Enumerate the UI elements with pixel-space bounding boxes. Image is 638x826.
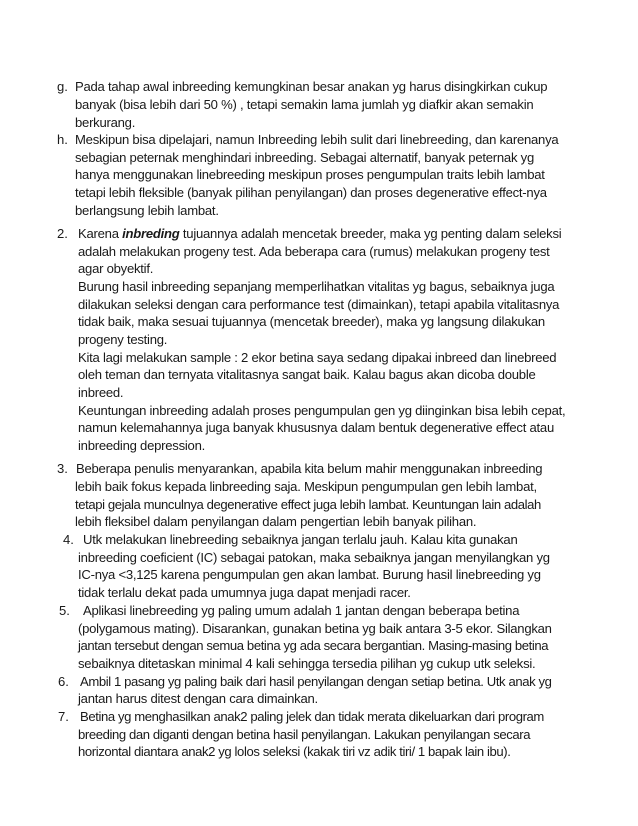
list-item-line: namun kelemahannya juga banyak khususnya dalam bentuk degenerative effect atau	[78, 420, 554, 435]
list-item-line: breeding dan diganti dengan betina hasil penyilangan. Lakukan penyilangan secara	[78, 727, 531, 742]
list-item-line: inbreeding coeficient (IC) sebagai patokan, maka sebaiknya jangan menyilangkan yg	[78, 550, 550, 565]
list-item-line: tetapi lebih fleksible (banyak pilihan penyilangan) dan proses degenerative effect-nya	[75, 185, 547, 200]
list-item-line: inbreeding depression.	[78, 438, 205, 453]
list-item-line: tidak baik, maka sesuai tujuannya (mencetak breeder), maka yg langsung dilakukan	[78, 314, 545, 329]
list-item-line: lebih baik fokus kepada linbreeding saja. Meskipun pengumpulan gen lebih lambat,	[75, 479, 537, 494]
list-marker-g: g.	[57, 79, 68, 94]
list-marker-5: 5.	[59, 603, 70, 618]
list-item-line: jantan harus ditest dengan cara dimainkan.	[78, 691, 318, 706]
list-item-line: Burung hasil inbreeding sepanjang memperlihatkan vitalitas yg bagus, sebaiknya juga	[78, 279, 555, 294]
list-item-line: (polygamous mating). Disarankan, gunakan betina yg baik antara 3-5 ekor. Silangkan	[78, 621, 552, 636]
emphasis-term: inbreding	[122, 226, 180, 241]
list-marker-h: h.	[57, 132, 68, 147]
text-run: tujuannya adalah mencetak breeder, maka yg penting dalam seleksi	[179, 226, 562, 241]
list-item-line: dilakukan seleksi dengan cara performance test (dimainkan), tetapi apabila vitalitasnya	[78, 297, 560, 312]
list-item-line: sebagian peternak menghindari inbreeding. Sebagai alternatif, banyak peternak yg	[75, 150, 534, 165]
list-item-line: Beberapa penulis menyarankan, apabila kita belum mahir menggunakan inbreeding	[76, 461, 543, 476]
list-item-line: horizontal diantara anak2 yg lolos seleksi (kakak tiri vz adik tiri/ 1 bapak lain ibu).	[78, 744, 511, 759]
list-item-line: Ambil 1 pasang yg paling baik dari hasil penyilangan dengan setiap betina. Utk anak yg	[80, 674, 552, 689]
list-marker-6: 6.	[58, 674, 69, 689]
list-item-line: Aplikasi linebreeding yg paling umum adalah 1 jantan dengan beberapa betina	[83, 603, 520, 618]
list-item-line: Keuntungan inbreeding adalah proses pengumpulan gen yg diinginkan bisa lebih cepat,	[78, 403, 566, 418]
text-run: Karena	[78, 226, 123, 241]
list-item-line: Meskipun bisa dipelajari, namun Inbreeding lebih sulit dari linebreeding, dan karenanya	[75, 132, 559, 147]
list-item-line: Pada tahap awal inbreeding kemungkinan besar anakan yg harus disingkirkan cukup	[75, 79, 548, 94]
list-item-line: banyak (bisa lebih dari 50 %) , tetapi semakin lama jumlah yg diafkir akan semakin	[75, 97, 534, 112]
list-item-line: Utk melakukan linebreeding sebaiknya jangan terlalu jauh. Kalau kita gunakan	[83, 532, 518, 547]
list-item-line: oleh teman dan ternyata vitalitasnya sangat baik. Kalau bagus akan dicoba double	[78, 367, 536, 382]
list-marker-7: 7.	[58, 709, 69, 724]
list-marker-4: 4.	[63, 532, 74, 547]
list-item-line: Kita lagi melakukan sample : 2 ekor betina saya sedang dipakai inbreed dan linebreed	[78, 350, 557, 365]
list-item-line: progeny testing.	[78, 332, 168, 347]
list-item-line: jantan tersebut dengan semua betina yg ada secara bergantian. Masing-masing betina	[78, 638, 549, 653]
list-item-line: berkurang.	[75, 115, 136, 130]
list-item-line: agar obyektif.	[78, 261, 154, 276]
list-marker-2: 2.	[57, 226, 68, 241]
list-item-line: IC-nya <3,125 karena pengumpulan gen akan lambat. Burung hasil linebreeding yg	[78, 567, 541, 582]
list-item-line: inbreed.	[78, 385, 124, 400]
list-item-line: hanya menggunakan linebreeding meskipun proses pengumpulan traits lebih lambat	[75, 167, 545, 182]
list-item-line: berlangsung lebih lambat.	[75, 203, 219, 218]
list-item-line: sebaiknya ditetaskan minimal 4 kali sehingga tersedia pilihan yg cukup utk seleksi.	[78, 656, 536, 671]
list-item-line: adalah melakukan progeny test. Ada beberapa cara (rumus) melakukan progeny test	[78, 244, 550, 259]
list-item-line: Betina yg menghasilkan anak2 paling jelek dan tidak merata dikeluarkan dari program	[80, 709, 544, 724]
list-marker-3: 3.	[57, 461, 68, 476]
list-item-line: tidak terlalu dekat pada umumnya juga dapat menjadi racer.	[78, 585, 411, 600]
list-item-line: tetapi gejala munculnya degenerative effect juga lebih lambat. Keuntungan lain adalah	[75, 497, 541, 512]
list-item-line: lebih fleksibel dalam penyilangan dalam pengertian lebih banyak pilihan.	[75, 514, 477, 529]
list-item-first-line	[78, 225, 561, 242]
